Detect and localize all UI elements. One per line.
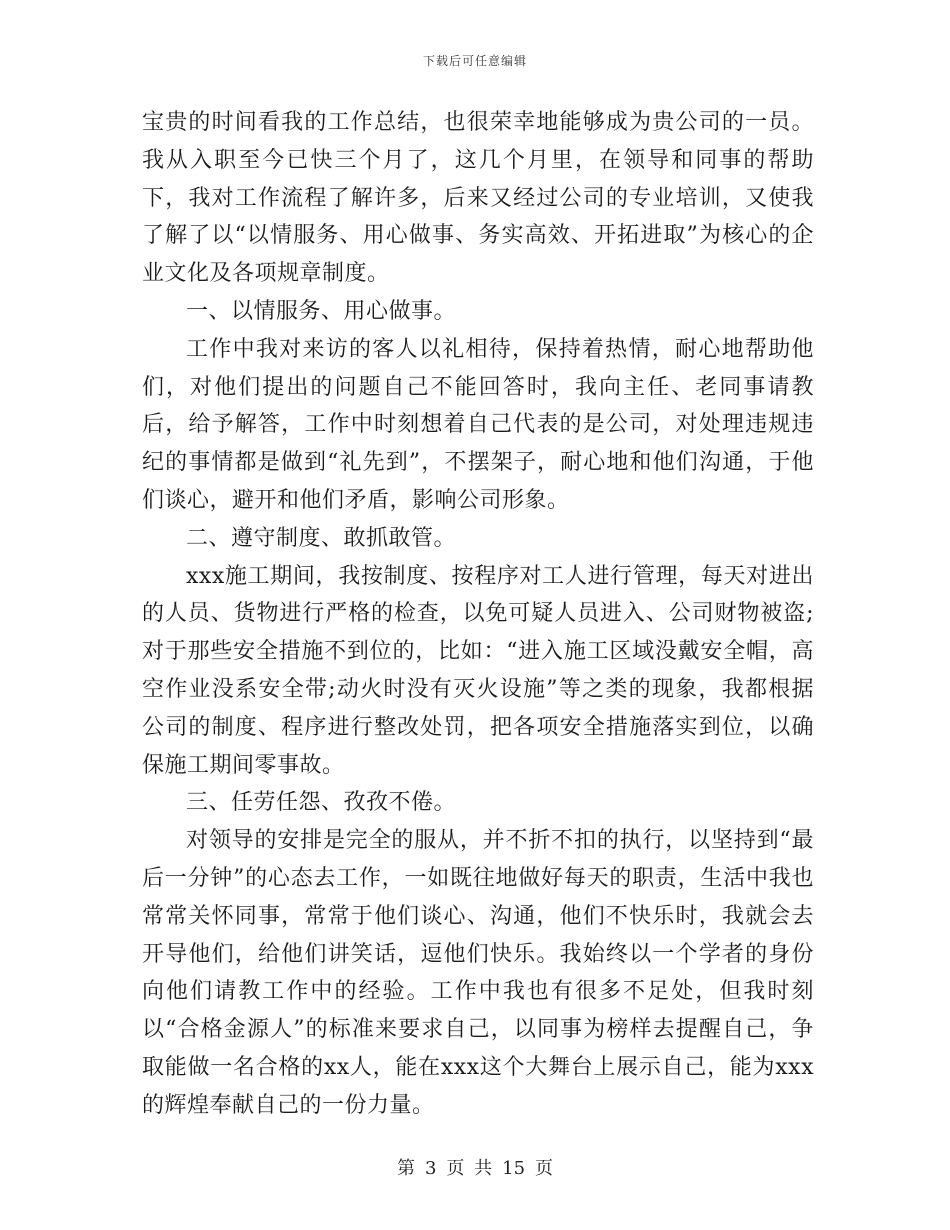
paragraph-intro: 宝贵的时间看我的工作总结，也很荣幸地能够成为贵公司的一员。我从入职至今已快三个月了，这几个月里，在领导和同事的帮助下，我对工作流程了解许多，后来又经过公司的专业培训，又使我了解了以“以情服务、用心做事、务实高效、开拓进取”为核心的企业文化及各项规章制度。 bbox=[142, 110, 814, 287]
footer-suffix: 页 bbox=[535, 1158, 554, 1179]
paragraph-section-2: xxx施工期间，我按制度、按程序对工人进行管理，每天对进出的人员、货物进行严格的检查，以免可疑人员进入、公司财物被盗;对于那些安全措施不到位的，比如：“进入施工区域没戴安全帽，高空作业没系安全带;动火时没有灭火设施”等之类的现象，我都根据公司的制度、程序进行整改处罚，把各项安全措施落实到位，以确保施工期间零事故。 bbox=[142, 563, 814, 778]
document-body bbox=[142, 104, 814, 1125]
header-note: 下载后可任意编辑 bbox=[422, 54, 527, 68]
section-heading-2: 二、遵守制度、敢抓敢管。 bbox=[186, 525, 457, 551]
section-heading-3: 三、任劳任怨、孜孜不倦。 bbox=[186, 790, 457, 816]
footer-middle: 页 共 bbox=[446, 1158, 493, 1179]
section-heading-1: 一、以情服务、用心做事。 bbox=[186, 298, 457, 324]
page-number: 3 bbox=[424, 1158, 437, 1179]
paragraph-section-3: 对领导的安排是完全的服从，并不折不扣的执行，以坚持到“最后一分钟”的心态去工作，一如既往地做好每天的职责，生活中我也常常关怀同事，常常于他们谈心、沟通，他们不快乐时，我就会去开导他们，给他们讲笑话，逗他们快乐。我始终以一个学者的身份向他们请教工作中的经验。工作中我也有很多不足处，但我时刻以“合格金源人”的标准来要求自己，以同事为榜样去提醒自己，争取能做一名合格的xx人，能在xxx这个大舞台上展示自己，能为xxx的辉煌奉献自己的一份力量。 bbox=[142, 828, 814, 1118]
total-pages: 15 bbox=[502, 1158, 526, 1179]
paragraph-section-1: 工作中我对来访的客人以礼相待，保持着热情，耐心地帮助他们，对他们提出的问题自己不能回答时，我向主任、老同事请教后，给予解答，工作中时刻想着自己代表的是公司，对处理违规违纪的事情都是做到“礼先到”，不摆架子，耐心地和他们沟通，于他们谈心，避开和他们矛盾，影响公司形象。 bbox=[142, 336, 814, 513]
footer-prefix: 第 bbox=[396, 1158, 415, 1179]
page-footer bbox=[0, 1154, 950, 1180]
